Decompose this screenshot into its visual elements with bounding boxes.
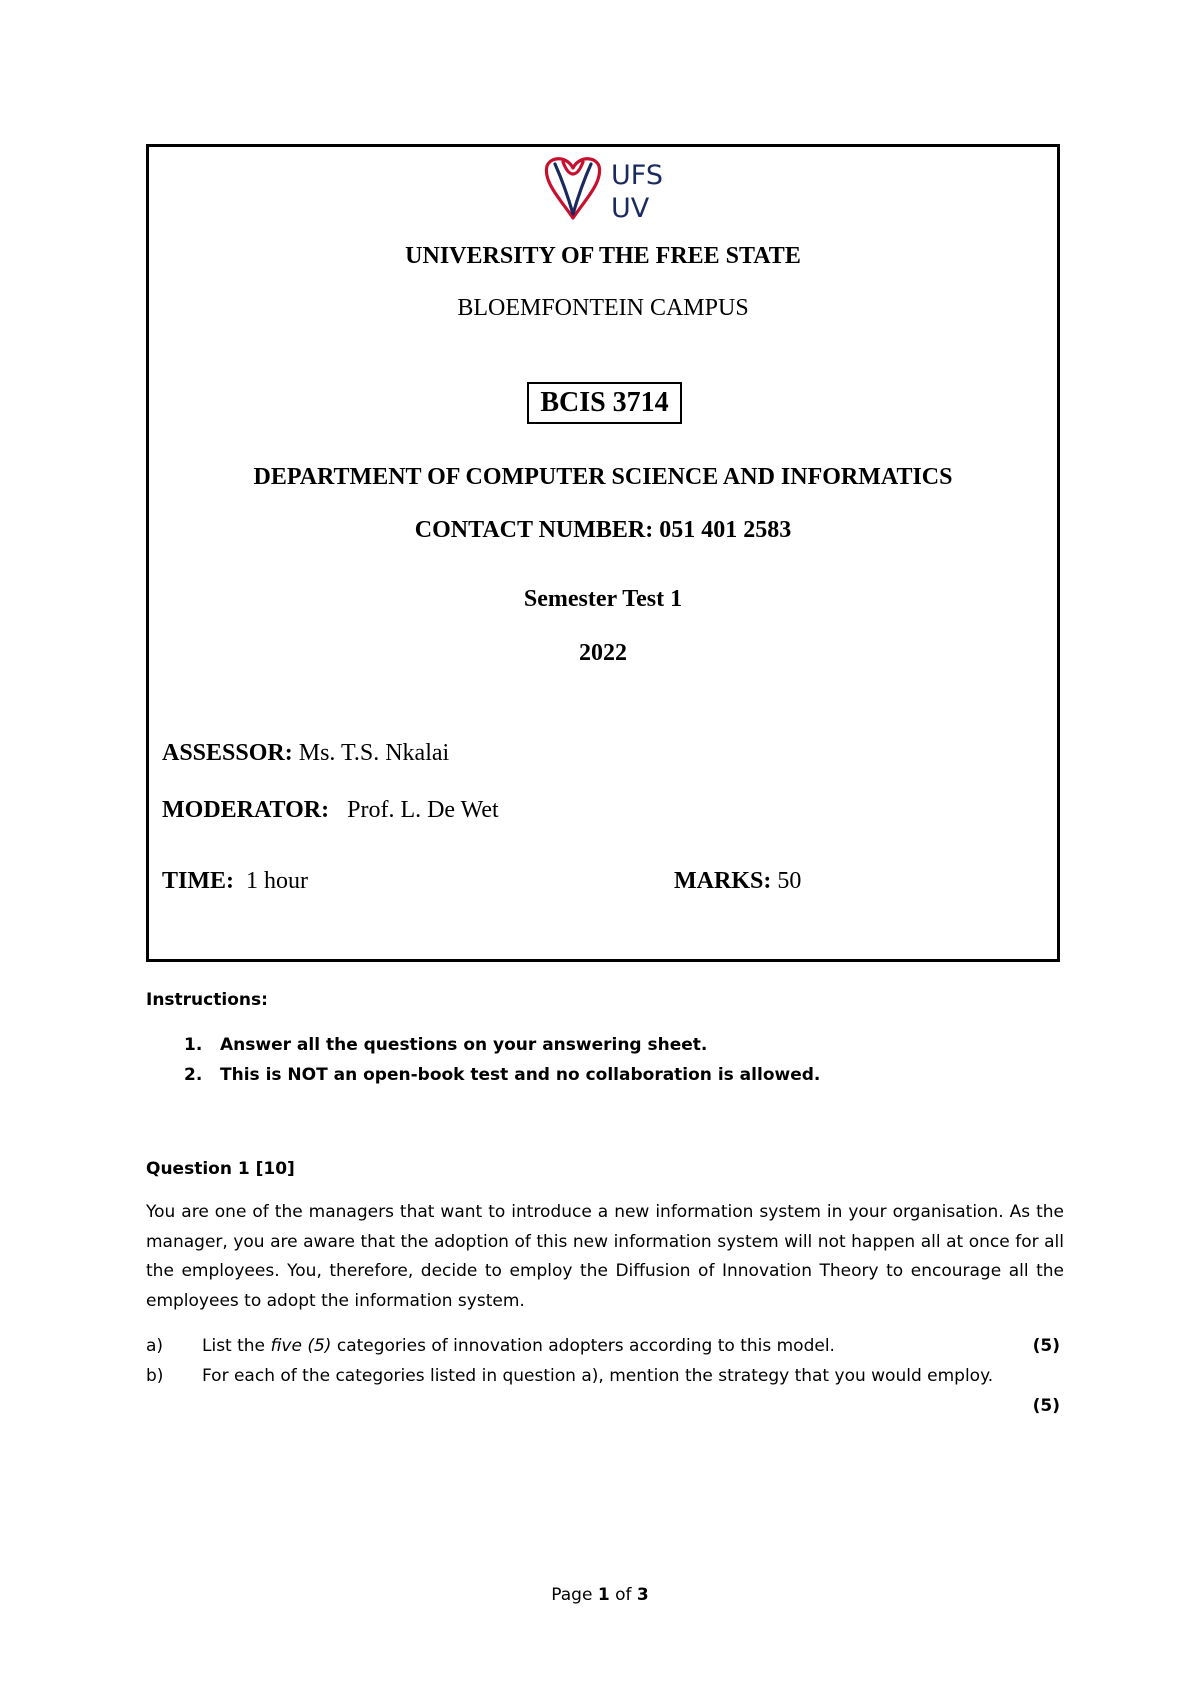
question-1-heading: Question 1 [10]: [146, 1159, 295, 1179]
logo-text-uv: UV: [611, 193, 650, 224]
marks-label: MARKS:: [674, 868, 772, 894]
test-name: Semester Test 1: [523, 586, 683, 612]
part-text: List the five (5) categories of innovation adopters according to this model.: [202, 1336, 835, 1356]
part-emphasis: five (5): [270, 1336, 332, 1356]
contact-number: CONTACT NUMBER: 051 401 2583: [414, 517, 792, 543]
of-word: of: [615, 1585, 632, 1605]
page-footer: [0, 1585, 1200, 1605]
course-code-box: BCIS 3714: [527, 382, 682, 424]
assessor-row: [162, 740, 449, 767]
moderator-row: [162, 797, 499, 824]
question-1-body: You are one of the managers that want to introduce a new information system in your organisation. As the manager, you are aware that the adoption of this new information system will not happen all at once for all the employees. You, therefore, decide to employ the Diffusion of Innovation Theory to encourage all the employees to adopt the information system.: [146, 1202, 1064, 1311]
time-value: 1 hour: [246, 868, 308, 894]
marks-row: [674, 868, 801, 895]
part-text: For each of the categories listed in question a), mention the strategy that you would employ.: [202, 1366, 994, 1386]
instruction-text: Answer all the questions on your answering sheet.: [220, 1035, 708, 1055]
logo-text-ufs: UFS: [611, 160, 663, 191]
moderator-value: Prof. L. De Wet: [347, 797, 499, 823]
part-marks: (5): [1032, 1396, 1060, 1416]
page-word: Page: [551, 1585, 593, 1605]
campus-name: BLOEMFONTEIN CAMPUS: [457, 295, 749, 321]
part-marks: (5): [1032, 1336, 1060, 1356]
instruction-number: 2.: [184, 1065, 203, 1085]
total-pages: 3: [636, 1585, 649, 1605]
assessor-value: Ms. T.S. Nkalai: [292, 740, 450, 766]
time-label: TIME:: [162, 868, 234, 894]
department-name: DEPARTMENT OF COMPUTER SCIENCE AND INFORMATICS: [253, 464, 953, 490]
time-row: [162, 868, 308, 895]
university-name: UNIVERSITY OF THE FREE STATE: [405, 243, 801, 269]
moderator-label: MODERATOR:: [162, 797, 330, 823]
instruction-text: This is NOT an open-book test and no collaboration is allowed.: [220, 1065, 821, 1085]
assessor-label: ASSESSOR:: [162, 740, 293, 766]
instructions-heading: Instructions:: [146, 990, 268, 1010]
part-letter: b): [146, 1366, 164, 1386]
instruction-number: 1.: [184, 1035, 203, 1055]
page-number: 1: [597, 1585, 610, 1605]
marks-value: 50: [777, 868, 802, 894]
part-letter: a): [146, 1336, 164, 1356]
test-year: 2022: [579, 640, 627, 666]
ufs-logo: [541, 152, 676, 224]
